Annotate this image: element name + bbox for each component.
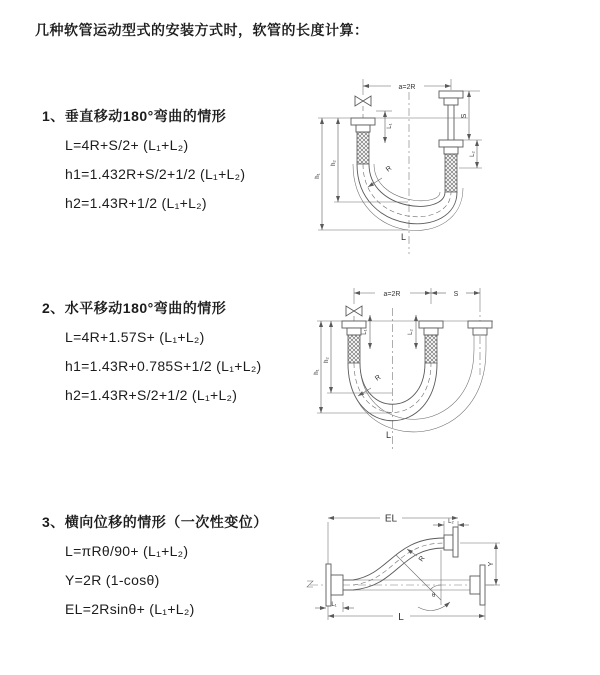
length-label: L <box>386 430 392 440</box>
section-2-heading: 2、水平移动180°弯曲的情形 <box>42 300 227 316</box>
hose-hatch <box>425 335 437 363</box>
section-1-heading: 1、垂直移动180°弯曲的情形 <box>42 108 227 124</box>
dim-label-h2: h₂ <box>324 357 330 363</box>
dim-label-l2: L₂ <box>448 519 454 525</box>
diagram-vertical-bend <box>308 64 598 264</box>
hose-curve <box>353 538 444 590</box>
page-title: 几种软管运动型式的安装方式时，软管的长度计算： <box>35 22 369 38</box>
right-fitting <box>439 140 463 192</box>
valve-icon <box>346 306 362 321</box>
dim-label-h1: h₁ <box>315 173 321 179</box>
left-fitting <box>342 321 366 363</box>
section-2 <box>42 300 262 416</box>
middle-fitting <box>419 321 443 363</box>
dim-label-l2: L₂ <box>408 329 414 335</box>
dim-label-a2r: a=2R <box>398 84 416 91</box>
radius-label: R <box>384 164 394 174</box>
dim-label-s: S <box>453 291 459 298</box>
radius-label: R <box>374 374 383 383</box>
hose-curves <box>348 350 486 432</box>
upper-flange-moved <box>444 527 458 557</box>
dim-label-l2: L₂ <box>470 151 476 157</box>
section-1-formula-h2: h2=1.43R+1/2 (L₁+L₂) <box>65 195 207 211</box>
dim-label-h1: h₁ <box>314 369 320 375</box>
section-1-formula-h1: h1=1.432R+S/2+1/2 (L₁+L₂) <box>65 166 246 182</box>
radius-label: R <box>417 554 427 564</box>
dim-label-el: EL <box>384 513 398 525</box>
dim-label-h2: h₂ <box>331 160 337 166</box>
section-1 <box>42 108 245 224</box>
right-fitting-moved <box>439 91 463 140</box>
right-fitting-moved <box>468 321 492 350</box>
section-3-heading: 3、横向位移的情形（一次性变位） <box>42 514 268 530</box>
section-2-formula-h2: h2=1.43R+S/2+1/2 (L₁+L₂) <box>65 387 238 403</box>
section-3-formula-length: L=πRθ/90+ (L₁+L₂) <box>65 543 189 559</box>
left-fitting <box>351 118 375 164</box>
section-3 <box>42 514 268 630</box>
diagram-horizontal-bend <box>308 280 598 475</box>
dim-label-l: L <box>398 612 404 623</box>
angle-label: θ <box>432 593 436 599</box>
valve-icon <box>355 96 371 118</box>
dim-label-l1: L₁ <box>387 123 393 129</box>
dim-label-a2r: a=2R <box>383 291 401 298</box>
dim-label-y: Y <box>488 561 495 567</box>
section-3-formula-el: EL=2Rsinθ+ (L₁+L₂) <box>65 601 195 617</box>
hose-hatch <box>348 335 360 363</box>
section-2-formula-length: L=4R+1.57S+ (L₁+L₂) <box>65 329 205 345</box>
section-3-formula-y: Y=2R (1-cosθ) <box>65 572 160 588</box>
section-2-formula-h1: h1=1.43R+0.785S+1/2 (L₁+L₂) <box>65 358 262 374</box>
length-label: L <box>401 232 407 242</box>
centerline-break-mark <box>307 581 313 587</box>
hose-hatch <box>357 132 369 164</box>
hose-hatch <box>445 154 457 192</box>
dim-label-s: S <box>461 113 468 119</box>
dim-label-l1: L₁ <box>362 329 368 335</box>
dim-label-l1: L₁ <box>331 602 337 608</box>
right-flange <box>470 565 485 605</box>
diagram-lateral-displacement <box>298 498 600 656</box>
section-1-formula-length: L=4R+S/2+ (L₁+L₂) <box>65 137 189 153</box>
